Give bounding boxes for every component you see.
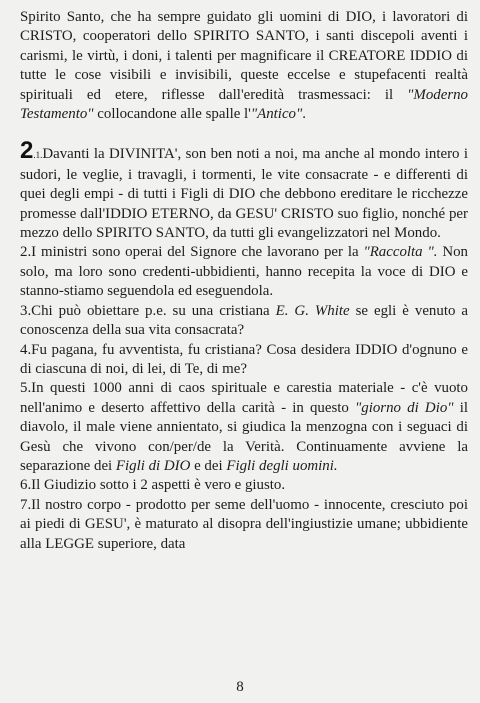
section-2-paragraph-2 <box>20 243 468 301</box>
section-2-paragraph-3 <box>20 302 468 341</box>
intro-text-3: . <box>302 106 306 123</box>
intro-text-2: collocandone alle spalle l' <box>93 106 251 123</box>
intro-italic-moderno: "Moderno Testamento" <box>20 86 468 123</box>
paragraph-text: e dei <box>190 457 227 474</box>
section-2-paragraph-5 <box>20 379 468 476</box>
section-2-paragraph-6 <box>20 476 468 495</box>
italic-giorno-di-dio: "giorno di Dio" <box>355 399 454 416</box>
section-gap <box>20 124 468 142</box>
paragraph-text: 7.Il nostro corpo - prodotto per seme dell'uomo - innocente, cresciuto poi ai piedi di GESU', è maturato al disopra dell'ingiustizie umane; ubbidiente alla LEGGE superiore, data <box>20 496 468 552</box>
subsection-number: .1. <box>33 150 43 161</box>
italic-figli-di-dio: Figli di DIO <box>115 457 191 474</box>
italic-author-name: E. G. White <box>275 302 350 319</box>
paragraph-text: se egli è venuto a conoscenza della sua vita consacrata? <box>20 302 468 339</box>
paragraph-text: 4.Fu pagana, fu avventista, fu cristiana? Cosa desidera IDDIO d'ognuno e di ciascuna di noi, di lei, di Te, di me? <box>20 341 468 377</box>
paragraph-text: 2.I ministri sono operai del Signore che lavorano per la <box>20 244 364 261</box>
paragraph-text: 5.In questi 1000 anni di caos spirituale e carestia materiale - c'è vuoto nell'animo e deserto affettivo della carità - in questo <box>20 380 468 416</box>
italic-figli-degli-uomini: Figli degli uomini. <box>226 457 338 474</box>
section-2-paragraph-1 <box>20 137 468 243</box>
paragraph-text: 3.Chi può obiettare p.e. su una cristiana <box>20 302 276 319</box>
intro-paragraph <box>20 8 468 124</box>
paragraph-text: il diavolo, il male viene annientato, si giudica la menzogna con i seguaci di Gesù che vivono con/per/de la Verità. Continuamente avviene la separazione dei <box>20 399 468 474</box>
intro-italic-antico: "Antico" <box>250 106 303 123</box>
intro-text: Spirito Santo, che ha sempre guidato gli uomini di DIO, i lavoratori di CRISTO, cooperatori dello SPIRITO SANTO, i santi discepoli aventi i carismi, le virtù, i doni, i talenti per magnificare il CREATORE IDDIO di tutte le cose visibili e invisibili, queste eccelse e stupefacenti realtà spirituali ed etere, riflesse dall'eredità trasmessaci: il <box>20 9 468 103</box>
section-2-paragraph-7 <box>20 496 468 554</box>
paragraph-text: Davanti la DIVINITA', son ben noti a noi, ma anche al mondo intero i sudori, le veglie, i travagli, i tormenti, le vite consacrate - e differenti di quei degli empi - di tutti i Figli di DIO che debbono ereditare le ricchezze promesse dall'IDDIO ETERNO, da GESU' CRISTO suo figlio, nonché per mezzo dello SPIRITO SANTO, da tutti gli evangelizzatori nel Mondo. <box>20 146 468 242</box>
section-2-paragraph-4 <box>20 341 468 380</box>
italic-raccolta: "Raccolta ". <box>363 244 438 261</box>
page-number: 8 <box>236 679 244 695</box>
paragraph-text: 6.Il Giudizio sotto i 2 aspetti è vero e giusto. <box>20 477 286 494</box>
paragraph-text: Non solo, ma loro sono credenti-ubbidienti, hanno recepita la voce di DIO e stanno-stiamo seguendola ed eseguendola. <box>20 244 468 300</box>
section-number: 2 <box>20 137 34 165</box>
